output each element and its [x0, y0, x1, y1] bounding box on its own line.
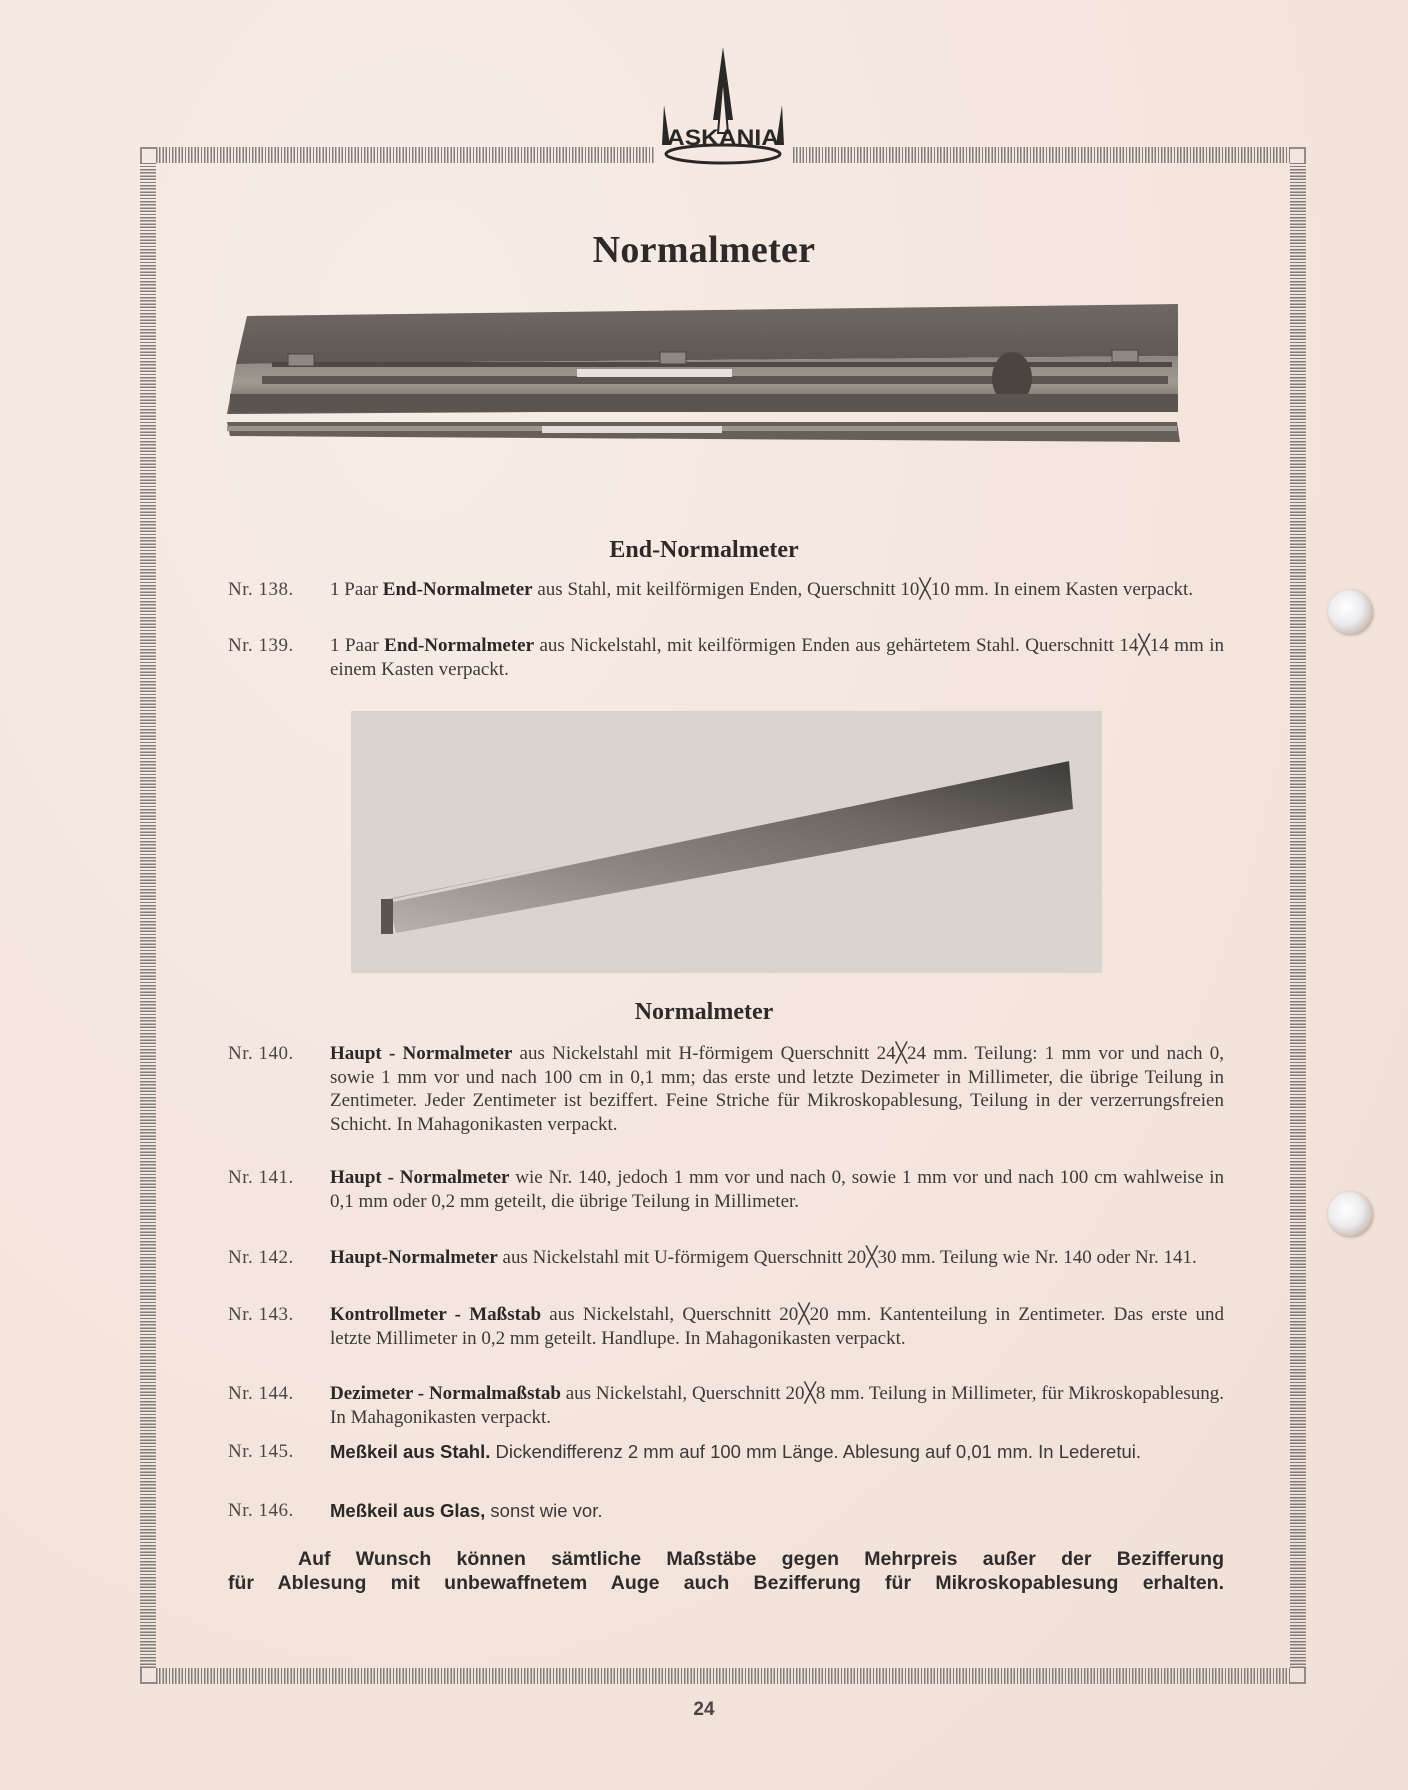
item-description: aus Nickelstahl, mit keilförmigen Enden aus gehärtetem Stahl. Querschnitt 14╳14 mm in einem Kasten verpackt.	[330, 635, 1224, 680]
frame-top-right	[793, 147, 1290, 163]
catalog-item-139	[228, 634, 1224, 681]
item-name: End-Normalmeter	[382, 579, 533, 600]
item-number: Nr. 138.	[228, 579, 294, 600]
page-title: Normalmeter	[592, 229, 816, 271]
catalog-item-142	[228, 1246, 1224, 1270]
item-name: Haupt - Normalmeter	[330, 1167, 510, 1188]
frame-corner-tl	[140, 147, 156, 163]
frame-right	[1290, 163, 1306, 1668]
frame-bottom	[156, 1668, 1290, 1684]
closing-note	[228, 1547, 1224, 1595]
askania-logo	[658, 45, 788, 167]
item-description: aus Stahl, mit keilförmigen Enden, Querschnitt 10╳10 mm. In einem Kasten verpackt.	[532, 579, 1194, 600]
item-name: Haupt - Normalmeter	[330, 1043, 513, 1064]
closing-note-line-2: für Ablesung mit unbewaffnetem Auge auch Bezifferung für Mikroskopablesung erhalten.	[228, 1572, 1224, 1594]
frame-corner-bl	[140, 1668, 156, 1684]
catalog-item-138	[228, 578, 1224, 602]
catalog-item-145	[228, 1440, 1224, 1464]
item-number: Nr. 140.	[228, 1043, 294, 1064]
closing-note-line-1: Auf Wunsch können sämtliche Maßstäbe gegen Mehrpreis außer der Bezifferung	[298, 1548, 1224, 1570]
item-name: Dezimeter - Normalmaßstab	[330, 1383, 561, 1404]
item-description: aus Nickelstahl, Querschnitt 20╳20 mm. Kantenteilung in Zentimeter. Das erste und letzte Millimeter in 0,2 mm geteilt. Handlupe. In Mahagonikasten verpackt.	[330, 1304, 1224, 1349]
punch-hole-bottom	[1328, 1192, 1372, 1236]
section-heading-end-normalmeter: End-Normalmeter	[609, 537, 799, 563]
item-number: Nr. 146.	[228, 1500, 294, 1521]
photo-end-normalmeter-case	[222, 296, 1238, 452]
item-name: Meßkeil aus Glas,	[330, 1500, 486, 1521]
item-name: Meßkeil aus Stahl.	[330, 1441, 491, 1462]
item-number: Nr. 144.	[228, 1383, 294, 1404]
item-description: aus Nickelstahl, Querschnitt 20╳8 mm. Teilung in Millimeter, für Mikroskopablesung. In Mahagonikasten verpackt.	[330, 1383, 1224, 1428]
item-number: Nr. 141.	[228, 1167, 294, 1188]
item-name: End-Normalmeter	[384, 635, 535, 656]
punch-hole-top	[1328, 590, 1372, 634]
catalog-item-143	[228, 1303, 1224, 1350]
item-number: Nr. 142.	[228, 1247, 294, 1268]
frame-corner-tr	[1290, 147, 1306, 163]
catalog-item-144	[228, 1382, 1224, 1429]
section-heading-normalmeter: Normalmeter	[634, 999, 774, 1025]
frame-corner-br	[1290, 1668, 1306, 1684]
item-name: Kontrollmeter - Maßstab	[330, 1304, 542, 1325]
logo-wordmark: ASKANIA	[667, 125, 780, 150]
photo-h-profile-normalmeter	[351, 711, 1102, 973]
catalog-item-140	[228, 1042, 1224, 1136]
frame-left	[140, 163, 156, 1668]
item-description: Dickendifferenz 2 mm auf 100 mm Länge. Ablesung auf 0,01 mm. In Lederetui.	[490, 1441, 1141, 1462]
page-number: 24	[693, 1699, 715, 1720]
item-description: aus Nickelstahl mit H-förmigem Querschnitt 24╳24 mm. Teilung: 1 mm vor und nach 0, sowie 1 mm vor und nach 100 cm in 0,1 mm; das erste und letzte Dezimeter in Millimeter, die übrige Teilung in Zentimeter. Jeder Zentimeter ist beziffert. Feine Striche für Mikroskopablesung, Teilung in der verzerrungsfreien Schicht. In Mahagonikasten verpackt.	[330, 1043, 1225, 1135]
catalog-item-146	[228, 1499, 1224, 1523]
item-description: wie Nr. 140, jedoch 1 mm vor und nach 0, sowie 1 mm vor und nach 100 cm wahlweise in 0,1 mm oder 0,2 mm geteilt, die übrige Teilung in Millimeter.	[330, 1167, 1224, 1212]
item-prefix: 1 Paar	[330, 579, 383, 600]
item-description: sonst wie vor.	[485, 1500, 603, 1521]
item-number: Nr. 139.	[228, 635, 294, 656]
item-description: aus Nickelstahl mit U-förmigem Querschnitt 20╳30 mm. Teilung wie Nr. 140 oder Nr. 141.	[497, 1247, 1197, 1268]
item-name: Haupt-Normalmeter	[330, 1247, 498, 1268]
frame-top-left	[156, 147, 654, 163]
item-number: Nr. 143.	[228, 1304, 294, 1325]
catalog-item-141	[228, 1166, 1224, 1213]
item-prefix: 1 Paar	[330, 635, 385, 656]
item-number: Nr. 145.	[228, 1441, 294, 1462]
